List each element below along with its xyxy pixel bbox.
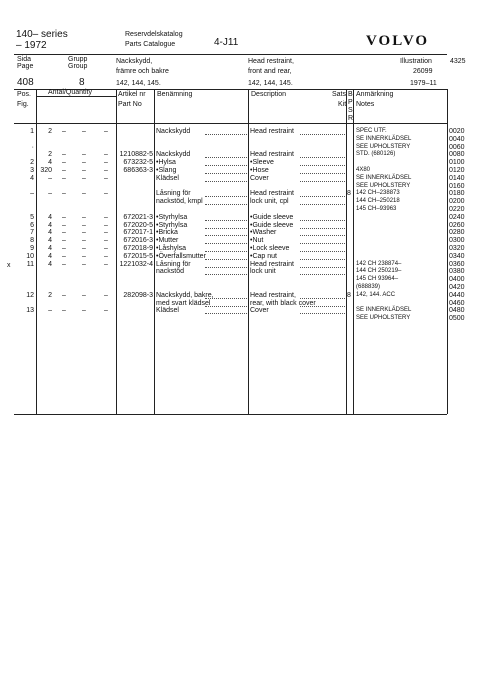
cell-pos: 3 <box>30 167 34 174</box>
group-label: Group <box>68 63 88 70</box>
col-notes: Notes <box>356 101 375 108</box>
leader-dots <box>300 181 345 182</box>
cell-q3: – <box>82 260 86 268</box>
cell-q2: – <box>62 190 66 198</box>
cell-en: Head restraint <box>250 128 294 135</box>
title-sv-line2: främre och bakre <box>116 68 169 75</box>
year-range: – 1972 <box>16 40 47 51</box>
cell-q2: – <box>62 229 66 237</box>
cell-q3: – <box>82 237 86 245</box>
cell-sv: •Styrhylsa <box>156 213 188 221</box>
cell-q4: – <box>104 307 108 315</box>
title-en-line1: Head restraint, <box>248 58 294 65</box>
col-pos: Pos. <box>17 91 32 98</box>
cell-q4: – <box>104 291 108 299</box>
col-p: P <box>348 99 353 106</box>
cell-q3: – <box>82 252 86 260</box>
col-description: Description <box>251 91 287 98</box>
illustration-label: Illustration <box>400 58 432 65</box>
col-r: R <box>348 115 354 122</box>
col-divider <box>346 89 347 414</box>
cell-q1: 4 <box>48 245 52 252</box>
leader-dots <box>300 196 345 197</box>
cell-kit: 8 <box>347 291 351 299</box>
cell-q2: – <box>62 167 66 174</box>
cell-q1: 2 <box>48 291 52 299</box>
col-divider <box>154 89 155 414</box>
cell-code: 0260 <box>449 221 465 229</box>
leader-dots <box>205 235 247 236</box>
cell-kit: 8 <box>347 190 351 198</box>
cell-code: 0480 <box>449 307 465 315</box>
rule <box>14 123 447 124</box>
cell-q3: – <box>82 174 86 182</box>
cell-code: 0420 <box>449 284 465 291</box>
col-s: S <box>348 107 353 114</box>
cell-sv: •Hylsa <box>156 159 176 167</box>
cell-q1: 4 <box>48 237 52 245</box>
cell-q2: – <box>62 151 66 159</box>
cell-q3: – <box>82 291 86 299</box>
cell-q3: – <box>82 128 86 135</box>
cell-part: 1221032-4 <box>119 260 153 268</box>
margin-mark: x <box>7 262 11 269</box>
cell-code: 0040 <box>449 135 465 143</box>
leader-dots <box>205 134 247 135</box>
leader-dots <box>300 235 345 236</box>
cell-en: •Hose <box>250 167 269 174</box>
cell-part: 672016-3 <box>123 237 153 245</box>
cell-notes: 145 CH 93964– <box>356 276 399 283</box>
cell-part: 673232-5 <box>123 159 153 167</box>
cell-notes: 142, 144. ACC <box>356 291 396 298</box>
cell-q3: – <box>82 221 86 229</box>
illustration-number: 26099 <box>413 68 433 75</box>
col-partno: Part No <box>118 101 142 108</box>
cell-part: 686363-3 <box>123 167 153 174</box>
cell-q4: – <box>104 245 108 252</box>
cell-notes: SEE UPHOLSTERY <box>356 143 411 150</box>
title-sv-line1: Nackskydd, <box>116 58 153 65</box>
leader-dots <box>300 228 345 229</box>
cell-sv: •Bricka <box>156 229 178 237</box>
col-quantity: Antal/Quantity <box>48 89 92 96</box>
cell-q2: – <box>62 245 66 252</box>
cell-sv: med svart klädsel <box>156 299 211 307</box>
cell-en: lock unit <box>250 268 276 276</box>
cell-pos: 12 <box>26 291 34 299</box>
cell-pos: · <box>31 143 34 151</box>
cell-sv: Nackskydd <box>156 151 191 159</box>
cell-pos: – <box>30 190 34 198</box>
cell-notes: 145 CH–93963 <box>356 206 397 212</box>
cell-code: 0160 <box>449 182 465 190</box>
leader-dots <box>300 251 345 252</box>
cell-q4: – <box>104 229 108 237</box>
cell-sv: •Låshylsa <box>156 245 187 252</box>
cell-code: 0340 <box>449 252 465 260</box>
col-anmarkning: Anmärkning <box>356 91 394 98</box>
sida-label: Sida <box>17 56 32 63</box>
cell-q4: – <box>104 213 108 221</box>
models-en: 142, 144, 145. <box>248 80 293 87</box>
col-b: B <box>348 91 353 98</box>
leader-dots <box>300 274 345 275</box>
leader-dots <box>205 267 247 268</box>
cell-q4: – <box>104 237 108 245</box>
cell-code: 0060 <box>449 143 465 151</box>
cell-sv: nackstöd <box>156 268 185 276</box>
cell-q4: – <box>104 128 108 135</box>
cell-en: •Sleeve <box>250 159 274 167</box>
cell-sv: •Styrhylsa <box>156 221 188 229</box>
cell-q1: – <box>48 307 52 315</box>
page-number: 408 <box>17 77 34 88</box>
cell-q3: – <box>82 167 86 174</box>
leader-dots <box>205 204 247 205</box>
cell-q4: – <box>104 260 108 268</box>
cell-q3: – <box>82 307 86 315</box>
cell-code: 0380 <box>449 268 465 276</box>
cell-part: 672021-3 <box>123 213 153 221</box>
cell-q2: – <box>62 174 66 182</box>
cell-q2: – <box>62 291 66 299</box>
cell-en: rear, with black cover <box>250 299 316 307</box>
cell-q2: – <box>62 128 66 135</box>
cell-en: •Washer <box>250 229 277 237</box>
cell-notes: 142 CH 238874– <box>356 260 402 267</box>
catalog-title-sv: Reservdelskatalog <box>125 31 183 38</box>
leader-dots <box>205 220 247 221</box>
col-sats: Sats <box>332 91 347 98</box>
cell-en: •Lock sleeve <box>250 245 290 252</box>
col-kit: Kit <box>338 101 347 108</box>
models-sv: 142, 144, 145. <box>116 80 161 87</box>
cell-sv: Nackskydd, bakre, <box>156 291 214 299</box>
cell-notes: SE INNERKLÄDSEL <box>356 174 412 181</box>
series-title: 140– series <box>16 29 68 40</box>
cell-notes: SPEC UTF. <box>356 128 387 134</box>
cell-q1: 4 <box>48 252 52 260</box>
section-code: 4-J11 <box>214 37 239 48</box>
cell-code: 0300 <box>449 237 465 245</box>
cell-sv: •Slang <box>156 167 177 174</box>
cell-q1: 2 <box>48 128 52 135</box>
cell-code: 0140 <box>449 174 465 182</box>
cell-notes: SEE UPHOLSTERY <box>356 315 411 322</box>
leader-dots <box>300 259 345 260</box>
leader-dots <box>205 251 247 252</box>
cell-pos: 11 <box>26 260 34 268</box>
leader-dots <box>300 165 345 166</box>
leader-dots <box>300 267 345 268</box>
cell-notes: 142 CH–238873 <box>356 190 400 197</box>
leader-dots <box>205 173 247 174</box>
cell-pos: 2 <box>30 159 34 167</box>
cell-code: 0100 <box>449 159 465 167</box>
rule <box>14 414 447 415</box>
cell-part: 672017-1 <box>123 229 153 237</box>
cell-q2: – <box>62 307 66 315</box>
cell-q1: 4 <box>48 260 52 268</box>
cell-q3: – <box>82 190 86 198</box>
cell-q2: – <box>62 221 66 229</box>
cell-pos: 6 <box>30 221 34 229</box>
group-number: 8 <box>79 77 85 88</box>
cell-code: 0280 <box>449 229 465 237</box>
cell-code: 0120 <box>449 167 465 174</box>
grupp-label: Grupp <box>68 56 88 63</box>
cell-pos: 13 <box>26 307 34 315</box>
cell-en: •Cap nut <box>250 252 277 260</box>
cell-en: Head restraint <box>250 190 294 198</box>
cell-code: 0440 <box>449 291 465 299</box>
col-divider <box>447 89 448 414</box>
catalog-date: 1979–11 <box>410 80 437 87</box>
cell-q2: – <box>62 260 66 268</box>
cell-code: 0320 <box>449 245 465 252</box>
cell-part: 672015-5 <box>123 252 153 260</box>
cell-en: Head restraint, <box>250 291 296 299</box>
cell-code: 0180 <box>449 190 465 198</box>
cell-q4: – <box>104 174 108 182</box>
cell-sv: Låsning för <box>156 260 191 268</box>
cell-notes: 4X80 <box>356 167 371 173</box>
cell-q1: 4 <box>48 213 52 221</box>
leader-dots <box>205 165 247 166</box>
cell-q1: – <box>48 190 52 198</box>
cell-pos: 4 <box>30 174 34 182</box>
col-artikel: Artikel nr <box>118 91 146 98</box>
cell-en: Head restraint <box>250 151 294 159</box>
cell-sv: Nackskydd <box>156 128 191 135</box>
cell-q1: 320 <box>40 167 52 174</box>
col-fig: Fig. <box>17 101 29 108</box>
cell-notes: 144 CH–250218 <box>356 198 400 205</box>
cell-en: •Guide sleeve <box>250 221 294 229</box>
cell-sv: nackstöd, kmpl <box>156 198 203 206</box>
cell-q4: – <box>104 159 108 167</box>
cell-pos: 7 <box>30 229 34 237</box>
cell-part: 1210882-5 <box>119 151 153 159</box>
illustration-ref: 4325 <box>450 58 466 65</box>
brand-logo: VOLVO <box>366 33 430 49</box>
cell-part: 282098-3 <box>123 291 153 299</box>
cell-pos: 1 <box>30 128 34 135</box>
leader-dots <box>205 196 247 197</box>
cell-code: 0360 <box>449 260 465 268</box>
leader-dots <box>300 173 345 174</box>
cell-notes: 144 CH 250219– <box>356 268 402 275</box>
cell-q4: – <box>104 151 108 159</box>
cell-part: 672018-9 <box>123 245 153 252</box>
leader-dots <box>300 306 345 307</box>
cell-q3: – <box>82 229 86 237</box>
leader-dots <box>300 220 345 221</box>
cell-notes: STD. (680126) <box>356 151 396 158</box>
cell-pos: 8 <box>30 237 34 245</box>
leader-dots <box>205 228 247 229</box>
cell-code: 0460 <box>449 299 465 307</box>
cell-q4: – <box>104 221 108 229</box>
cell-notes: (688839) <box>356 284 381 290</box>
page-label: Page <box>17 63 34 70</box>
cell-code: 0400 <box>449 276 465 284</box>
cell-q1: 2 <box>48 151 52 159</box>
catalog-title-en: Parts Catalogue <box>125 41 176 48</box>
rule <box>14 54 447 55</box>
cell-code: 0200 <box>449 198 465 206</box>
leader-dots <box>205 157 247 158</box>
cell-notes: SE INNERKLÄDSEL <box>356 307 412 314</box>
cell-pos: 9 <box>30 245 34 252</box>
cell-q2: – <box>62 159 66 167</box>
leader-dots <box>205 274 247 275</box>
leader-dots <box>205 298 247 299</box>
cell-q1: 4 <box>48 229 52 237</box>
cell-notes: SEE UPHOLSTERY <box>356 182 411 189</box>
leader-dots <box>205 181 247 182</box>
col-divider <box>36 89 37 414</box>
cell-en: Head restraint <box>250 260 294 268</box>
cell-en: Cover <box>250 174 269 182</box>
cell-sv: •Mutter <box>156 237 179 245</box>
col-divider <box>353 89 354 414</box>
cell-code: 0220 <box>449 206 465 213</box>
leader-dots <box>205 243 247 244</box>
cell-q4: – <box>104 167 108 174</box>
cell-q4: – <box>104 252 108 260</box>
cell-notes: SE INNERKLÄDSEL <box>356 135 412 142</box>
cell-sv: Klädsel <box>156 174 179 182</box>
cell-code: 0240 <box>449 213 465 221</box>
cell-pos: 10 <box>26 252 34 260</box>
cell-q3: – <box>82 245 86 252</box>
leader-dots <box>205 306 247 307</box>
cell-q1: – <box>48 174 52 182</box>
col-divider <box>248 89 249 414</box>
cell-q1: 4 <box>48 159 52 167</box>
leader-dots <box>205 259 247 260</box>
cell-en: Cover <box>250 307 269 315</box>
cell-pos: 5 <box>30 213 34 221</box>
cell-sv: Klädsel <box>156 307 179 315</box>
cell-sv: •Överfallsmutter <box>156 252 206 260</box>
cell-sv: Låsning för <box>156 190 191 198</box>
leader-dots <box>300 134 345 135</box>
cell-part: 672020-5 <box>123 221 153 229</box>
leader-dots <box>300 204 345 205</box>
leader-dots <box>300 243 345 244</box>
cell-code: 0080 <box>449 151 465 159</box>
col-benamning: Benämning <box>157 91 193 98</box>
cell-q1: 4 <box>48 221 52 229</box>
cell-q2: – <box>62 213 66 221</box>
leader-dots <box>205 313 247 314</box>
title-en-line2: front and rear, <box>248 68 292 75</box>
cell-en: •Guide sleeve <box>250 213 294 221</box>
leader-dots <box>300 157 345 158</box>
cell-q3: – <box>82 159 86 167</box>
cell-q3: – <box>82 151 86 159</box>
cell-q2: – <box>62 252 66 260</box>
cell-en: lock unit, cpl <box>250 198 289 206</box>
cell-en: •Nut <box>250 237 264 245</box>
leader-dots <box>300 313 345 314</box>
cell-q3: – <box>82 213 86 221</box>
leader-dots <box>300 298 345 299</box>
cell-code: 0500 <box>449 315 465 323</box>
cell-q4: – <box>104 190 108 198</box>
cell-q2: – <box>62 237 66 245</box>
cell-code: 0020 <box>449 128 465 135</box>
